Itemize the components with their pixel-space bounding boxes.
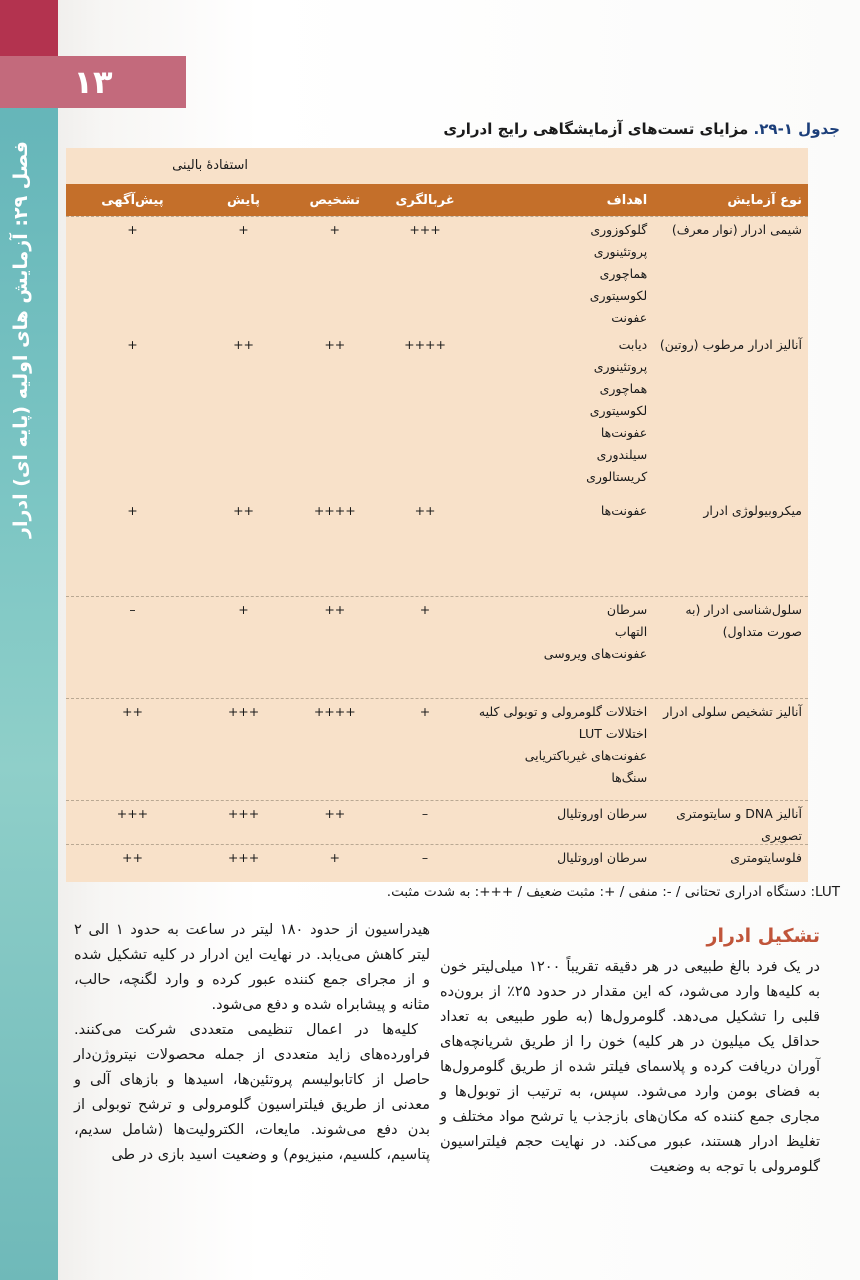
monitoring-value: +	[238, 602, 249, 617]
goal-item: هماچوری	[599, 266, 648, 281]
prognosis-value: +	[127, 503, 138, 518]
goal-item: عفونت‌های غیرباکتریایی	[524, 748, 648, 763]
monitoring-value: +++	[227, 704, 260, 719]
row-goals	[469, 217, 654, 332]
table-row	[66, 498, 808, 596]
diagnosis-value: +	[329, 222, 341, 237]
row-test: میکروبیولوژی ادرار	[703, 503, 802, 518]
goal-item: سرطان اوروتلیال	[557, 850, 648, 865]
monitoring-value: ++	[233, 503, 255, 518]
row-goals	[469, 498, 654, 596]
clinical-use-label: استفادهٔ بالینی	[172, 158, 248, 173]
monitoring-value: +++	[227, 850, 260, 865]
row-goals	[469, 845, 654, 874]
body-paragraph: کلیه‌ها در اعمال تنظیمی متعددی شرکت می‌کنند. فراورده‌های زاید متعددی از جمله محصولات نیتروژن‌دار حاصل از کاتابولیسم پروتئین‌ها، اسیدها و بازهای آلی و معدنی از طریق فیلتراسیون گلومرولی و ترشح توبولی از بدن دفع می‌شوند. مایعات، الکترولیت‌ها (شامل سدیم، پتاسیم، کلسیم، منیزیوم) و وضعیت اسید بازی در طی	[74, 1022, 430, 1163]
row-test: سلول‌شناسی ادرار (به صورت متداول)	[685, 602, 802, 639]
header-goal: اهداف	[606, 192, 648, 208]
screening-value: +	[419, 602, 431, 617]
table-caption	[140, 120, 840, 138]
goal-item: سرطان	[606, 602, 648, 617]
chapter-side-strip	[0, 0, 58, 1280]
table-row	[66, 216, 808, 332]
row-test: شیمی ادرار (نوار معرف)	[671, 222, 802, 237]
table-row	[66, 332, 808, 498]
goal-item: گلوکوزوری	[590, 222, 648, 237]
monitoring-value: +++	[227, 806, 260, 821]
goal-item: لکوسیتوری	[589, 403, 648, 418]
row-test: آنالیز تشخیص سلولی ادرار	[663, 704, 802, 719]
row-test: آنالیز DNA و سایتومتری تصویری	[676, 806, 802, 843]
goal-item: عفونت‌ها	[600, 425, 648, 440]
diagnosis-value: ++	[324, 602, 346, 617]
diagnosis-value: ++++	[313, 503, 356, 518]
table-caption-text: مزایای تست‌های آزمایشگاهی رایج ادراری	[443, 120, 754, 138]
text-column-left	[74, 918, 430, 1168]
row-goals	[469, 801, 654, 844]
table-row	[66, 698, 808, 800]
diagnosis-value: +	[329, 850, 341, 865]
table-footnote: LUT: دستگاه ادراری تحتانی / -: منفی / +: مثبت ضعیف / +++: به شدت مثبت.	[386, 884, 840, 900]
goal-item: اختلالات LUT	[578, 726, 648, 741]
chapter-label: فصل ۲۹: آزمایش های اولیه (پایه ای) ادرار	[10, 141, 32, 539]
page-number: ۱۳	[0, 56, 186, 108]
table-caption-number: جدول ۱-۲۹.	[753, 120, 840, 138]
goal-item: دیابت	[618, 337, 648, 352]
goal-item: عفونت‌ها	[600, 503, 648, 518]
header-test: نوع آزمایش	[727, 192, 802, 208]
screening-value: –	[421, 850, 429, 865]
goal-item: عفونت‌های ویروسی	[543, 646, 648, 661]
prognosis-value: ++	[121, 850, 143, 865]
goal-item: اختلالات گلومرولی و توبولی کلیه	[478, 704, 648, 719]
prognosis-value: ++	[121, 704, 143, 719]
diagnosis-value: ++	[324, 337, 346, 352]
header-diagnosis: تشخیص	[309, 192, 361, 208]
screening-value: +++	[409, 222, 441, 237]
prognosis-value: +	[127, 222, 138, 237]
goal-item: سرطان اوروتلیال	[557, 806, 648, 821]
header-screening: غربالگری	[395, 192, 455, 208]
table-top-band	[66, 148, 808, 184]
row-goals	[469, 332, 654, 498]
header-prognosis: پیش‌آگهی	[101, 192, 164, 208]
goal-item: لکوسیتوری	[589, 288, 648, 303]
prognosis-value: +++	[116, 806, 149, 821]
body-paragraph: هیدراسیون از حدود ۱۸۰ لیتر در ساعت به حدود ۱ الی ۲ لیتر کاهش می‌یابد. در نهایت این ادرار در کلیه تشکیل شده و از مجرای جمع کننده عبور کرده و وارد لگنچه، حالب، مثانه و پیشابراه شده و دفع می‌شود.	[74, 922, 430, 1013]
lab-tests-table	[66, 148, 808, 882]
row-test: آنالیز ادرار مرطوب (روتین)	[659, 337, 802, 352]
row-test: فلوسایتومتری	[730, 850, 802, 865]
goal-item: عفونت	[611, 310, 648, 325]
table-header	[66, 184, 808, 216]
prognosis-value: –	[129, 602, 136, 617]
monitoring-value: ++	[233, 337, 255, 352]
text-column-right	[440, 918, 820, 1180]
goal-item: هماچوری	[599, 381, 648, 396]
table-row	[66, 800, 808, 844]
table-row	[66, 844, 808, 874]
screening-value: +	[419, 704, 431, 719]
goal-item: سیلندوری	[596, 447, 648, 462]
section-title: تشکیل ادرار	[706, 925, 820, 947]
monitoring-value: +	[238, 222, 249, 237]
goal-item: سنگ‌ها	[611, 770, 648, 785]
goal-item: پروتئینوری	[593, 244, 648, 259]
screening-value: ++	[414, 503, 436, 518]
screening-value: –	[421, 806, 429, 821]
body-paragraph: در یک فرد بالغ طبیعی در هر دقیقه تقریباً ۱۲۰۰ میلی‌لیتر خون به کلیه‌ها وارد می‌شود، که این مقدار در حدود ۲۵٪ از برون‌ده قلبی را تشکیل می‌دهد. گلومرول‌ها (به طور طبیعی به تعداد حداقل یک میلیون در هر کلیه) خون را از طریق شریانچه‌های آوران دریافت کرده و پلاسمای فیلتر شده از طریق گلومرول‌ها به فضای بومن وارد می‌شود. سپس، به ترتیب از توبول‌ها و مجاری جمع کننده که مکان‌های بازجذب یا ترشح مواد مختلف و تغلیظ ادرار هستند، عبور می‌کند. در نهایت حجم فیلتراسیون گلومرولی با توجه به وضعیت	[440, 959, 820, 1175]
diagnosis-value: ++	[324, 806, 346, 821]
side-strip-cap	[0, 0, 58, 56]
row-goals	[469, 597, 654, 698]
diagnosis-value: ++++	[313, 704, 356, 719]
header-monitoring: پایش	[227, 192, 261, 208]
goal-item: کریستالوری	[586, 469, 648, 484]
row-goals	[469, 699, 654, 800]
goal-item: التهاب	[614, 624, 648, 639]
goal-item: پروتئینوری	[593, 359, 648, 374]
prognosis-value: +	[127, 337, 138, 352]
screening-value: ++++	[404, 337, 446, 352]
table-row	[66, 596, 808, 698]
